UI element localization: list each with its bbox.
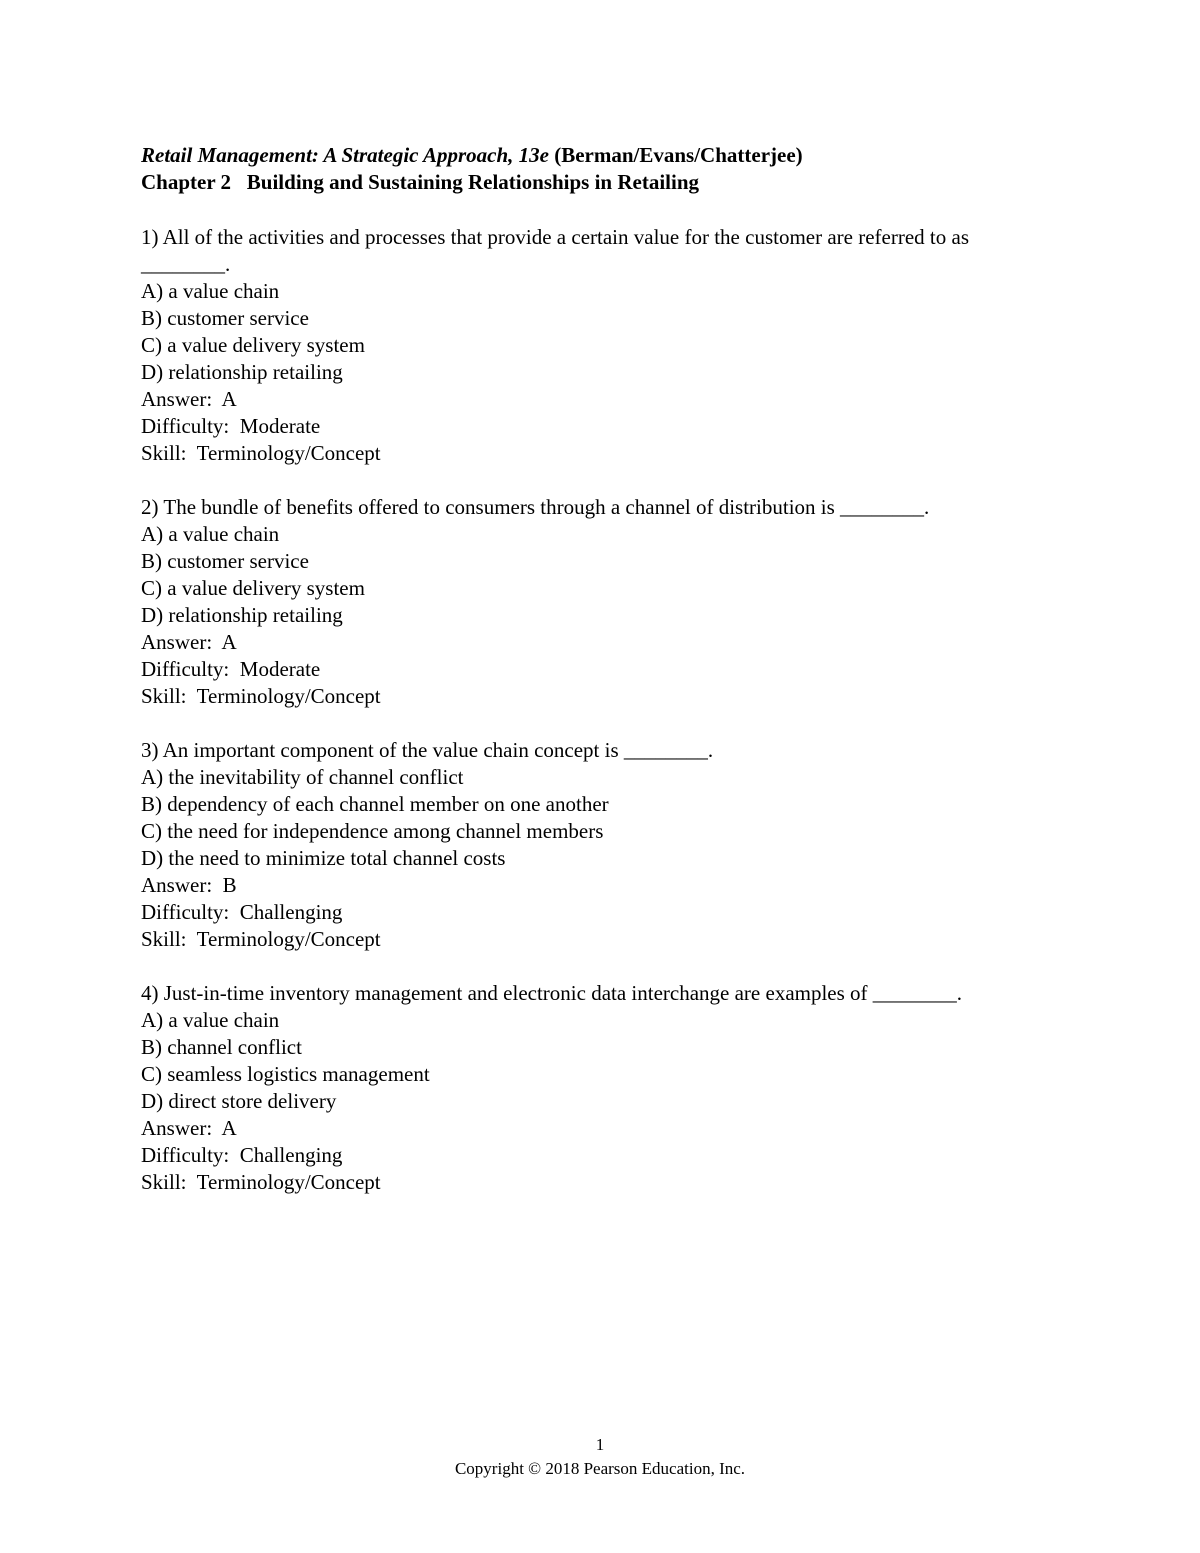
question-option: B) customer service	[141, 306, 309, 330]
question-skill: Skill: Terminology/Concept	[141, 927, 381, 951]
question-difficulty: Difficulty: Challenging	[141, 1143, 343, 1167]
question-2	[141, 494, 1061, 710]
question-option: C) the need for independence among channel members	[141, 819, 604, 843]
book-title-line	[141, 142, 1101, 169]
copyright-notice: Copyright © 2018 Pearson Education, Inc.	[454, 1459, 746, 1478]
question-stem: 3) An important component of the value chain concept is ________.	[141, 738, 714, 762]
question-answer: Answer: A	[141, 1116, 237, 1140]
chapter-title: Chapter 2 Building and Sustaining Relationships in Retailing	[141, 170, 700, 194]
question-option: B) customer service	[141, 549, 309, 573]
question-answer: Answer: A	[141, 387, 237, 411]
question-skill: Skill: Terminology/Concept	[141, 684, 381, 708]
question-skill: Skill: Terminology/Concept	[141, 1170, 381, 1194]
question-option: D) the need to minimize total channel costs	[141, 846, 506, 870]
question-answer: Answer: A	[141, 630, 237, 654]
question-4	[141, 980, 1061, 1196]
question-option: C) a value delivery system	[141, 333, 365, 357]
question-stem: 4) Just-in-time inventory management and electronic data interchange are examples of ________.	[141, 981, 963, 1005]
question-option: D) relationship retailing	[141, 603, 343, 627]
question-option: B) channel conflict	[141, 1035, 302, 1059]
question-difficulty: Difficulty: Moderate	[141, 657, 321, 681]
book-title: Retail Management: A Strategic Approach, 13e	[141, 143, 549, 167]
page-number: 1	[595, 1435, 605, 1454]
question-option: C) a value delivery system	[141, 576, 365, 600]
question-option: A) a value chain	[141, 522, 280, 546]
question-difficulty: Difficulty: Challenging	[141, 900, 343, 924]
question-1	[141, 224, 1061, 467]
question-option: B) dependency of each channel member on one another	[141, 792, 609, 816]
question-skill: Skill: Terminology/Concept	[141, 441, 381, 465]
question-option: C) seamless logistics management	[141, 1062, 430, 1086]
question-option: A) the inevitability of channel conflict	[141, 765, 464, 789]
question-option: D) relationship retailing	[141, 360, 343, 384]
document-header	[141, 142, 1101, 196]
question-option: A) a value chain	[141, 279, 280, 303]
question-option: A) a value chain	[141, 1008, 280, 1032]
question-answer: Answer: B	[141, 873, 237, 897]
question-difficulty: Difficulty: Moderate	[141, 414, 321, 438]
question-option: D) direct store delivery	[141, 1089, 337, 1113]
question-3	[141, 737, 1061, 953]
question-list	[141, 224, 1061, 1223]
question-stem: 1) All of the activities and processes that provide a certain value for the customer are referred to as ________.	[141, 225, 975, 276]
question-stem: 2) The bundle of benefits offered to consumers through a channel of distribution is ________.	[141, 495, 930, 519]
book-authors: (Berman/Evans/Chatterjee)	[548, 143, 803, 167]
